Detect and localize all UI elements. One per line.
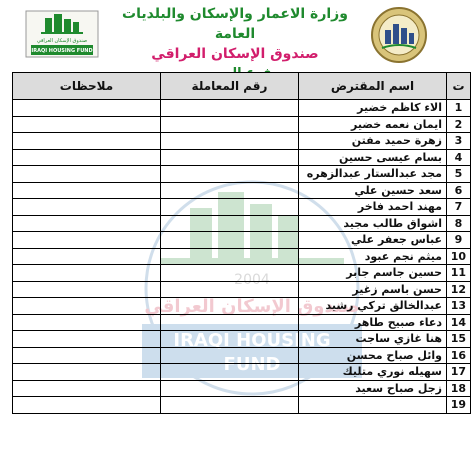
- header-num: ت: [447, 73, 471, 100]
- notes-cell: [13, 347, 161, 364]
- transaction-number-cell: [161, 215, 299, 232]
- row-number: 19: [447, 397, 471, 414]
- watermark-year: 2004: [234, 272, 270, 288]
- table-row: [13, 100, 471, 117]
- transaction-number-cell: [161, 380, 299, 397]
- borrower-name: حسين جاسم جابر: [299, 265, 447, 282]
- row-number: 10: [447, 248, 471, 265]
- table-row: [13, 215, 471, 232]
- borrower-name: مهند احمد فاخر: [299, 199, 447, 216]
- document-header: [0, 0, 474, 70]
- row-number: 18: [447, 380, 471, 397]
- transaction-number-cell: [161, 232, 299, 249]
- transaction-number-cell: [161, 314, 299, 331]
- ministry-title: وزارة الاعمار والإسكان والبلديات العامة: [122, 6, 348, 42]
- borrower-name: ايمان نعمه خضير: [299, 116, 447, 133]
- table-header-row: [13, 73, 471, 100]
- notes-cell: [13, 314, 161, 331]
- borrower-name: [299, 397, 447, 414]
- row-number: 11: [447, 265, 471, 282]
- header-borrower-name: اسم المقترض: [299, 73, 447, 100]
- notes-cell: [13, 331, 161, 348]
- table-row: [13, 281, 471, 298]
- notes-cell: [13, 397, 161, 414]
- transaction-number-cell: [161, 397, 299, 414]
- borrower-name: زجل صباح سعيد: [299, 380, 447, 397]
- row-number: 7: [447, 199, 471, 216]
- transaction-number-cell: [161, 100, 299, 117]
- borrower-name: ميثم نجم عبود: [299, 248, 447, 265]
- watermark-english-1: IRAQI HOUSING: [173, 330, 331, 351]
- row-number: 16: [447, 347, 471, 364]
- table-row: [13, 116, 471, 133]
- transaction-number-cell: [161, 298, 299, 315]
- table-row: [13, 314, 471, 331]
- transaction-number-cell: [161, 347, 299, 364]
- notes-cell: [13, 364, 161, 381]
- table-body: [13, 100, 471, 414]
- table-row: [13, 149, 471, 166]
- borrower-name: بسام عيسى حسين: [299, 149, 447, 166]
- borrower-name: دعاء صبيح طاهر: [299, 314, 447, 331]
- row-number: 3: [447, 133, 471, 150]
- transaction-number-cell: [161, 133, 299, 150]
- header-transaction-number: رقم المعاملة: [161, 73, 299, 100]
- table-row: [13, 397, 471, 414]
- transaction-number-cell: [161, 199, 299, 216]
- row-number: 2: [447, 116, 471, 133]
- row-number: 14: [447, 314, 471, 331]
- logo-arabic-text: صندوق الإسكان العراقي: [36, 38, 88, 44]
- row-number: 13: [447, 298, 471, 315]
- watermark-english-2: FUND: [223, 354, 281, 375]
- notes-cell: [13, 100, 161, 117]
- transaction-number-cell: [161, 364, 299, 381]
- notes-cell: [13, 199, 161, 216]
- notes-cell: [13, 182, 161, 199]
- row-number: 5: [447, 166, 471, 183]
- row-number: 8: [447, 215, 471, 232]
- borrower-name: عبدالخالق تركي رشيد: [299, 298, 447, 315]
- borrower-name: سعد حسين علي: [299, 182, 447, 199]
- table-row: [13, 166, 471, 183]
- watermark-arabic: صندوق الإسكان العراقي: [144, 296, 360, 317]
- transaction-number-cell: [161, 166, 299, 183]
- header-notes: ملاحظات: [13, 73, 161, 100]
- table-row: [13, 298, 471, 315]
- table-row: [13, 331, 471, 348]
- table-row: [13, 265, 471, 282]
- ministry-emblem-icon: [370, 6, 428, 64]
- table-row: [13, 199, 471, 216]
- row-number: 17: [447, 364, 471, 381]
- table-row: [13, 182, 471, 199]
- table-row: [13, 133, 471, 150]
- transaction-number-cell: [161, 265, 299, 282]
- notes-cell: [13, 281, 161, 298]
- notes-cell: [13, 265, 161, 282]
- notes-cell: [13, 133, 161, 150]
- row-number: 12: [447, 281, 471, 298]
- transaction-number-cell: [161, 331, 299, 348]
- transaction-number-cell: [161, 248, 299, 265]
- logo-english-text: IRAQI HOUSING FUND: [31, 48, 93, 54]
- row-number: 6: [447, 182, 471, 199]
- borrower-name: سهيله نوري متليك: [299, 364, 447, 381]
- borrower-name: هنا غازي ساجت: [299, 331, 447, 348]
- borrower-name: وائل صباح محسن: [299, 347, 447, 364]
- table-row: [13, 364, 471, 381]
- transaction-number-cell: [161, 149, 299, 166]
- borrower-name: عباس جعفر علي: [299, 232, 447, 249]
- borrower-name: زهرة حميد مفتن: [299, 133, 447, 150]
- row-number: 1: [447, 100, 471, 117]
- table-row: [13, 248, 471, 265]
- notes-cell: [13, 248, 161, 265]
- borrowers-table: [12, 72, 471, 414]
- row-number: 15: [447, 331, 471, 348]
- borrower-name: حسن باسم زغير: [299, 281, 447, 298]
- transaction-number-cell: [161, 116, 299, 133]
- row-number: 4: [447, 149, 471, 166]
- transaction-number-cell: [161, 182, 299, 199]
- table-row: [13, 232, 471, 249]
- notes-cell: [13, 232, 161, 249]
- table-row: [13, 380, 471, 397]
- notes-cell: [13, 215, 161, 232]
- fund-title: صندوق الإسكان العراقي: [151, 46, 319, 62]
- housing-fund-logo-icon: [25, 10, 99, 58]
- notes-cell: [13, 149, 161, 166]
- notes-cell: [13, 116, 161, 133]
- transaction-number-cell: [161, 281, 299, 298]
- notes-cell: [13, 380, 161, 397]
- notes-cell: [13, 298, 161, 315]
- borrower-name: اشواق طالب مجيد: [299, 215, 447, 232]
- borrower-name: مجد عبدالستار عبدالزهره: [299, 166, 447, 183]
- row-number: 9: [447, 232, 471, 249]
- notes-cell: [13, 166, 161, 183]
- borrower-name: الاء كاظم خضير: [299, 100, 447, 117]
- table-row: [13, 347, 471, 364]
